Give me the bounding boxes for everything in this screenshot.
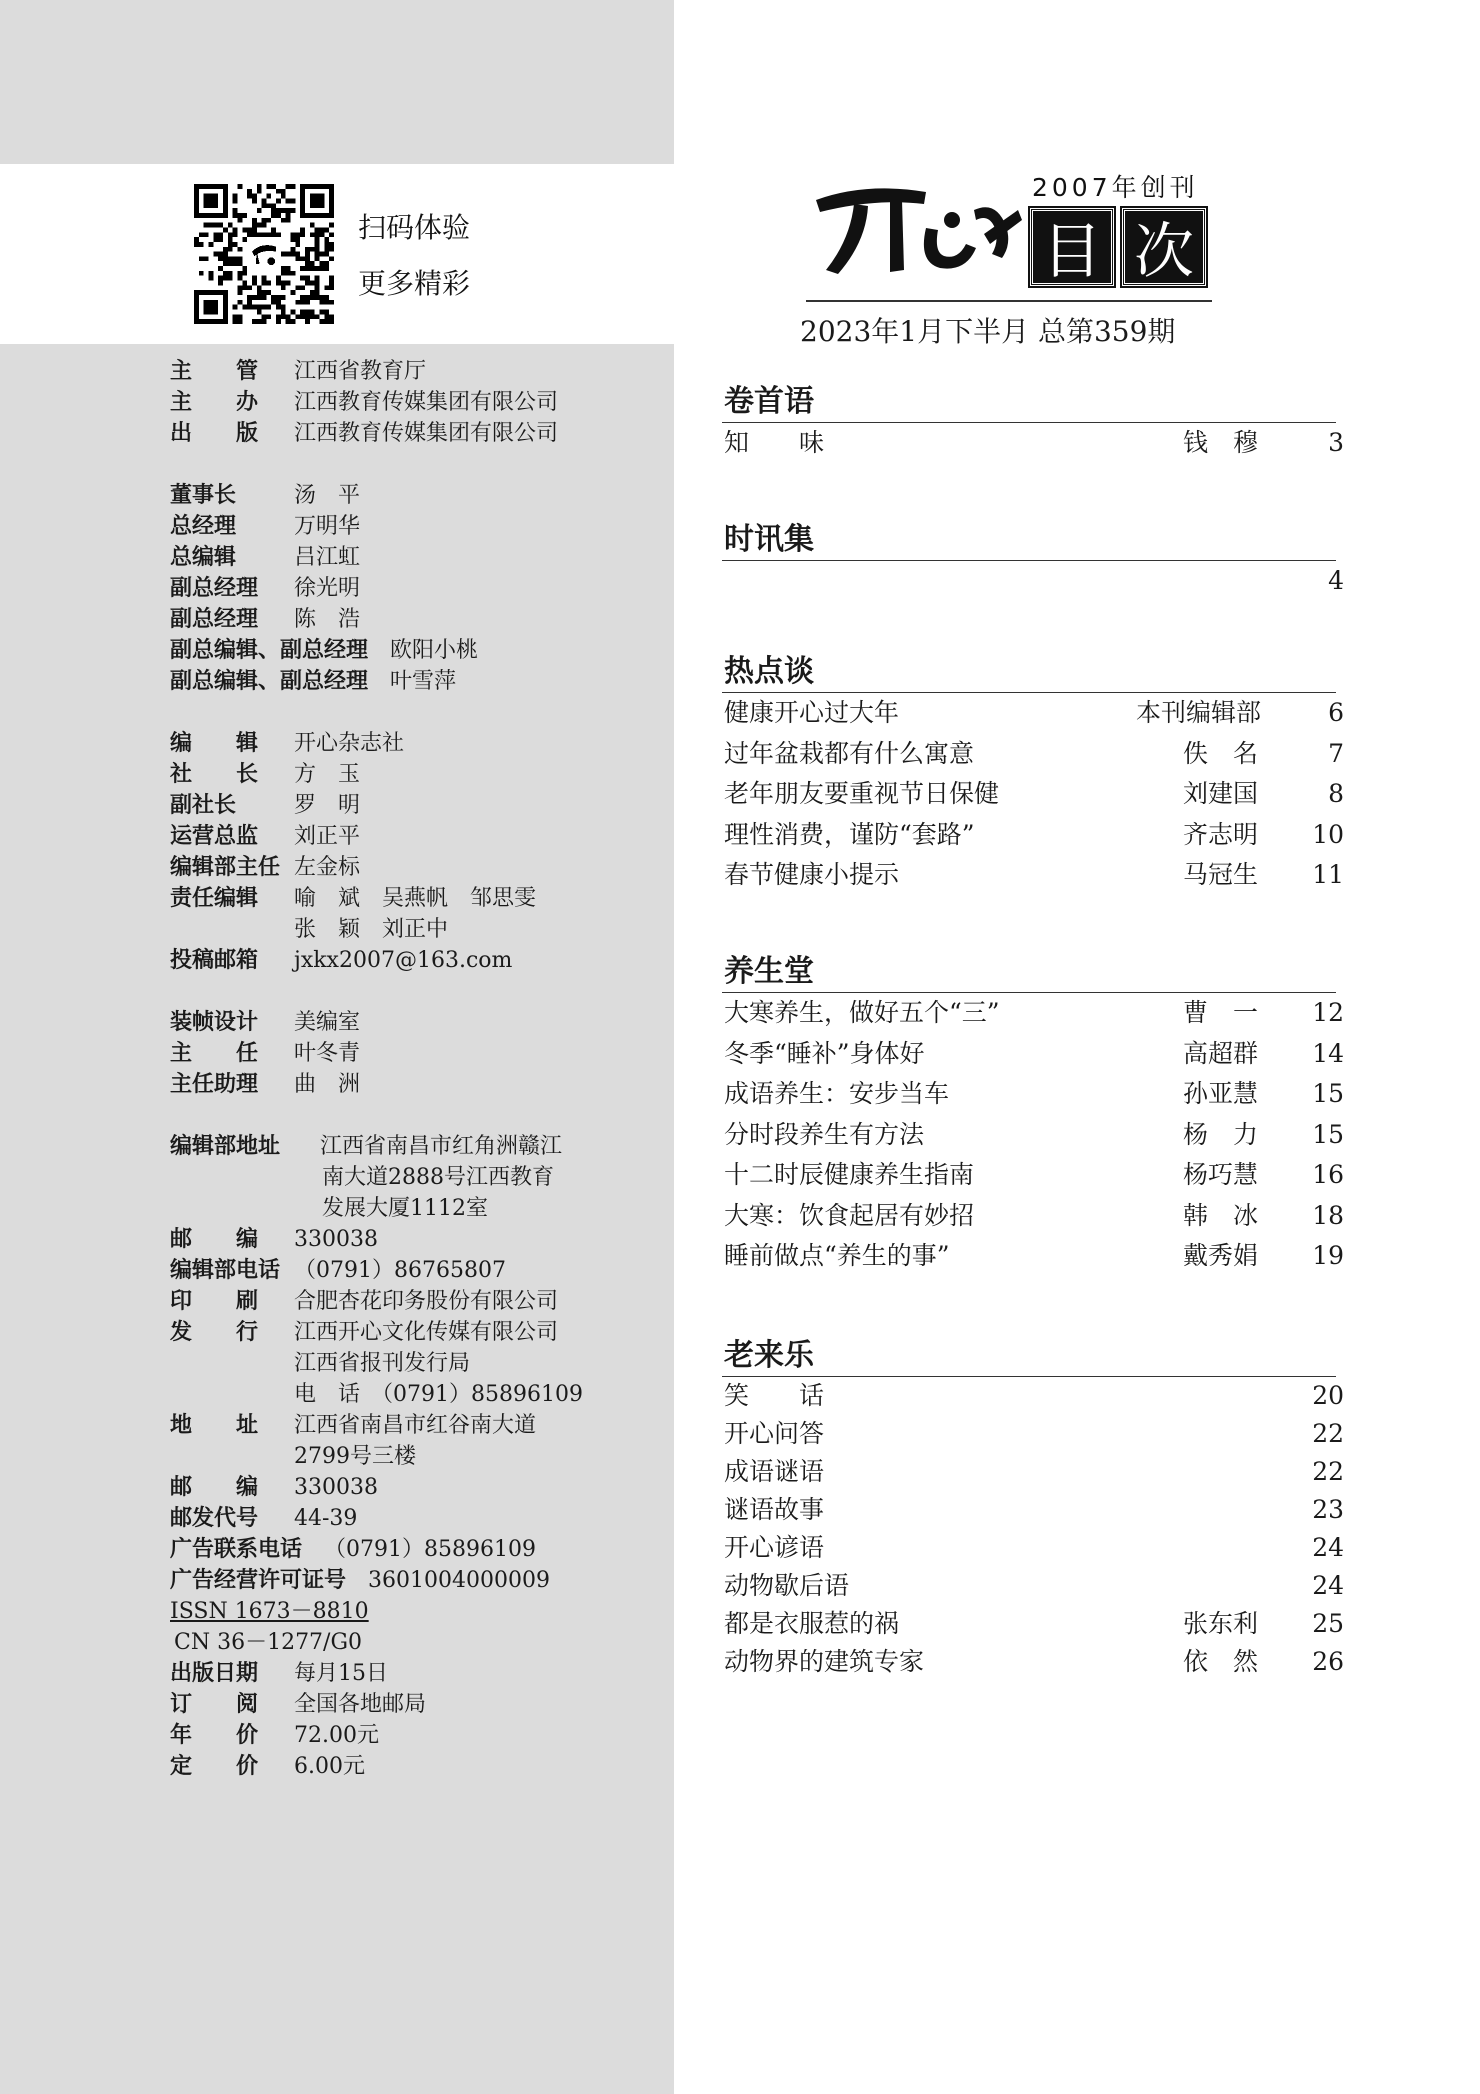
qr-band [0,164,674,344]
toc-entry-page: 22 [1312,1419,1344,1448]
imprint-label: 社 长 [170,762,259,787]
imprint-value: 吕江虹 [294,545,361,570]
imprint-row [170,1286,558,1317]
imprint-row [170,852,360,883]
imprint-value: 2799号三楼 [294,1444,416,1469]
toc-section-title: 卷首语 [722,382,1336,423]
imprint-row [170,387,558,418]
imprint-row [170,1720,379,1751]
toc-section-title: 老来乐 [722,1336,1336,1377]
toc-entry-title: 大寒：饮食起居有妙招 [724,1200,975,1230]
imprint-label: 装帧设计 [170,1010,259,1035]
imprint-label: 副总编辑、副总经理 [170,669,369,694]
toc-entry-page: 20 [1312,1381,1344,1410]
imprint-value: 曲 洲 [294,1072,361,1097]
toc-entry-author: 戴秀娟 [1182,1241,1258,1270]
toc-entry[interactable] [722,1643,1344,1681]
imprint-value: 张 颖 刘正中 [294,917,449,942]
imprint-row [170,635,478,666]
imprint-row [170,945,512,976]
imprint-value: 江西教育传媒集团有限公司 [294,421,559,446]
imprint-row [170,1689,426,1720]
imprint-value: 44-39 [294,1506,358,1531]
toc-entry-title: 开心问答 [724,1419,825,1448]
imprint-label: 发 行 [170,1320,259,1345]
toc-entry-title: 睡前做点“养生的事” [724,1241,950,1270]
imprint-label: 广告联系电话 [170,1537,303,1562]
imprint-value: （0791）85896109 [324,1537,536,1562]
left-top-panel [0,0,674,164]
imprint-value: 江西教育传媒集团有限公司 [294,390,559,415]
imprint-row [170,356,426,387]
imprint-row [170,1193,488,1224]
imprint-row [170,1131,562,1162]
imprint-row [170,542,360,573]
imprint-row [170,1317,558,1348]
imprint-row [170,1162,554,1193]
toc-entry[interactable] [722,1377,1344,1415]
toc-entry[interactable] [722,815,1344,856]
imprint-value: 叶雪萍 [390,669,457,694]
imprint-label: 年 价 [170,1723,259,1748]
imprint-value: 喻 斌 吴燕帆 邹思雯 [294,886,537,911]
toc-entry-page: 26 [1312,1647,1344,1676]
toc-entry[interactable] [722,1196,1344,1237]
imprint-value: 每月15日 [294,1661,388,1686]
imprint-value: 万明华 [294,514,361,539]
imprint-value: 全国各地邮局 [294,1692,427,1717]
toc-entry[interactable] [722,1491,1344,1529]
imprint-label: 邮 编 [170,1227,259,1252]
imprint-row [170,1379,583,1410]
imprint-value: 江西省南昌市红角洲赣江 [320,1134,563,1159]
imprint-label: 投稿邮箱 [170,948,259,973]
imprint-label: 副总经理 [170,607,259,632]
imprint-value: 欧阳小桃 [390,638,479,663]
imprint-label: 运营总监 [170,824,259,849]
imprint-value: 左金标 [294,855,361,880]
toc-entry[interactable] [722,1155,1344,1196]
toc-entry-title: 成语养生：安步当车 [724,1079,950,1108]
imprint-row [170,821,360,852]
toc-entry-page: 12 [1312,998,1344,1027]
imprint-label: 副社长 [170,793,237,818]
imprint-label: 地 址 [170,1413,259,1438]
imprint-row [170,1472,378,1503]
toc-entry[interactable] [722,1605,1344,1643]
toc-section [722,952,1344,1277]
imprint-value: 江西省南昌市红谷南大道 [294,1413,537,1438]
toc-entry-page: 15 [1312,1079,1344,1108]
imprint-label: 主 办 [170,390,259,415]
toc-entry-title: 成语谜语 [724,1457,825,1486]
toc-entry-page: 4 [1328,566,1344,595]
toc-entry-page: 10 [1312,819,1344,849]
imprint-row [170,728,404,759]
toc-entry-title: 都是衣服惹的祸 [724,1609,900,1638]
imprint-label: 订 阅 [170,1692,259,1717]
imprint-label: 出 版 [170,421,259,446]
imprint-value: 徐光明 [294,576,361,601]
imprint-row [170,1503,357,1534]
toc-entry-author: 高超群 [1182,1038,1258,1068]
imprint-label: 主 管 [170,359,259,384]
imprint-row [170,790,360,821]
imprint-row [170,418,558,449]
imprint-row [170,1565,550,1596]
toc-entry-author: 韩 冰 [1182,1200,1258,1230]
imprint-value: 叶冬青 [294,1041,361,1066]
imprint-value: 电 话 （0791）85896109 [294,1382,583,1407]
toc-entry-page: 7 [1328,738,1344,768]
imprint-value: 陈 浩 [294,607,361,632]
toc-entry-page: 24 [1312,1533,1344,1562]
toc-entry-title: 健康开心过大年 [724,698,900,727]
imprint-row [170,1658,388,1689]
imprint-value: 汤 平 [294,483,361,508]
imprint-row [170,1224,378,1255]
imprint-value: CN 36－1277/G0 [174,1630,363,1655]
imprint-value: 发展大厦1112室 [322,1196,488,1221]
imprint-label: 总编辑 [170,545,237,570]
toc-entry-author: 杨 力 [1182,1119,1258,1149]
toc-entry-author: 孙亚慧 [1182,1079,1258,1108]
toc-entry-page: 3 [1328,428,1344,457]
imprint-value: 刘正平 [294,824,361,849]
imprint-label: 编辑部地址 [170,1134,281,1159]
imprint-value: 3601004000009 [368,1568,550,1593]
toc-entry[interactable] [722,1567,1344,1605]
imprint-label: 邮发代号 [170,1506,259,1531]
toc-entry-author: 本刊编辑部 [1136,698,1262,727]
imprint-label: 广告经营许可证号 [170,1568,347,1593]
toc-entry-page: 8 [1328,779,1344,808]
imprint-row [170,759,360,790]
imprint-label: 编辑部主任 [170,855,281,880]
toc-entry[interactable] [722,993,1344,1034]
imprint-row [170,1069,360,1100]
toc-entry-author: 依 然 [1182,1647,1258,1676]
toc-entry-page: 16 [1312,1160,1344,1189]
imprint-row [170,1038,360,1069]
kaixin-logo [806,170,1026,284]
contents-title-char-2: 次 [1122,208,1206,286]
imprint-row [170,1627,362,1658]
toc-entry-title: 春节健康小提示 [724,860,900,889]
imprint-label: 编辑部电话 [170,1258,281,1283]
toc-entry-title: 开心谚语 [724,1533,825,1562]
imprint-row [170,883,536,914]
imprint-label: 责任编辑 [170,886,259,911]
imprint-row [170,666,456,697]
toc-entry-page: 18 [1312,1200,1344,1230]
toc-entry-title: 谜语故事 [724,1495,825,1524]
imprint-label: 董事长 [170,483,237,508]
imprint-value: 罗 明 [294,793,361,818]
imprint-value: 6.00元 [294,1754,365,1779]
contents-title-char-1: 目 [1030,208,1114,286]
imprint-row [170,1348,470,1379]
toc-entry[interactable] [722,1529,1344,1567]
imprint-label: 主 任 [170,1041,259,1066]
imprint-value: 方 玉 [294,762,361,787]
toc-entry[interactable] [722,561,1344,602]
toc-entry-title: 十二时辰健康养生指南 [724,1160,975,1189]
imprint-value: 开心杂志社 [294,731,405,756]
toc-entry-title: 大寒养生，做好五个“三” [724,998,1000,1027]
imprint-row [170,1596,369,1627]
imprint-value: （0791）86765807 [294,1258,506,1283]
toc-entry-title: 过年盆栽都有什么寓意 [724,738,975,768]
qr-code[interactable] [194,184,334,324]
toc-entry-page: 22 [1312,1457,1344,1486]
toc-entry-author: 曹 一 [1182,998,1258,1027]
toc-entry-page: 15 [1312,1119,1344,1149]
toc-entry-title: 笑 话 [724,1381,825,1410]
masthead-divider [806,300,1212,302]
imprint-row [170,604,360,635]
imprint-row [170,1255,506,1286]
toc-entry-page: 14 [1312,1038,1344,1068]
imprint-label: 定 价 [170,1754,259,1779]
toc-entry-title: 动物歇后语 [724,1571,850,1600]
imprint-value: 合肥杏花印务股份有限公司 [294,1289,559,1314]
qr-caption-line1: 扫码体验 [358,211,471,244]
qr-code-icon [194,184,334,324]
imprint-label: 总经理 [170,514,237,539]
toc-entry[interactable] [722,1453,1344,1491]
toc-entry-page: 6 [1328,698,1344,727]
toc-entry[interactable] [722,1236,1344,1277]
toc-entry-page: 11 [1312,860,1344,889]
founded-label: 2007年创刊 [1032,173,1199,202]
toc-entry-page: 24 [1312,1571,1344,1600]
imprint-row [170,914,448,945]
imprint-row [170,1007,360,1038]
toc-entry[interactable] [722,855,1344,896]
toc-section-title: 时讯集 [722,520,1336,561]
qr-caption-line2: 更多精彩 [358,267,471,300]
toc-section [722,652,1344,896]
toc-entry-author: 刘建国 [1182,779,1258,808]
toc-entry-author: 马冠生 [1182,860,1258,889]
toc-entry-title: 动物界的建筑专家 [724,1647,925,1676]
issue-line: 2023年1月下半月 总第359期 [800,315,1176,348]
imprint-label: 邮 编 [170,1475,259,1500]
toc-entry[interactable] [722,693,1344,734]
imprint-value: 南大道2888号江西教育 [322,1165,554,1190]
imprint-value: 美编室 [294,1010,361,1035]
imprint-label: 印 刷 [170,1289,259,1314]
imprint-label: 副总经理 [170,576,259,601]
imprint-value[interactable]: jxkx2007@163.com [294,948,513,973]
toc-section [722,1336,1344,1681]
toc-entry-author: 杨巧慧 [1182,1160,1258,1189]
toc-entry-author: 张东利 [1182,1609,1258,1638]
imprint-value: 72.00元 [294,1723,379,1748]
imprint-label: 主任助理 [170,1072,259,1097]
imprint-label: 编 辑 [170,731,259,756]
toc-entry-title: 知 味 [724,428,825,457]
imprint-row [170,1751,365,1782]
imprint-label: 副总编辑、副总经理 [170,638,369,663]
imprint-row [170,1410,536,1441]
toc-entry-page: 19 [1312,1241,1344,1270]
toc-section [722,382,1344,464]
toc-entry[interactable] [722,774,1344,815]
imprint-value: 江西省报刊发行局 [294,1351,471,1376]
toc-entry-title: 分时段养生有方法 [724,1119,925,1149]
toc-entry[interactable] [722,423,1344,464]
toc-entry-author: 钱 穆 [1182,428,1258,457]
toc-entry-page: 25 [1312,1609,1344,1638]
toc-entry-author: 佚 名 [1182,738,1258,768]
toc-entry[interactable] [722,734,1344,775]
toc-entry-page: 23 [1312,1495,1344,1524]
toc-entry-title: 老年朋友要重视节日保健 [724,779,1000,808]
toc-section [722,520,1344,602]
imprint-row [170,511,360,542]
imprint-row [170,573,360,604]
imprint-row [170,1534,536,1565]
imprint-row [170,1441,416,1472]
imprint-value: 江西省教育厅 [294,359,427,384]
toc-entry[interactable] [722,1034,1344,1075]
imprint-row [170,480,360,511]
toc-entry[interactable] [722,1415,1344,1453]
imprint-value: 江西开心文化传媒有限公司 [294,1320,559,1345]
contents-title [1030,208,1206,286]
toc-entry[interactable] [722,1074,1344,1115]
imprint-value: 330038 [294,1227,378,1252]
toc-section-title: 养生堂 [722,952,1336,993]
imprint-value: ISSN 1673－8810 [170,1599,369,1624]
imprint-value: 330038 [294,1475,378,1500]
toc-entry-title: 理性消费，谨防“套路” [724,819,975,849]
toc-section-title: 热点谈 [722,652,1336,693]
toc-entry-title: 冬季“睡补”身体好 [724,1038,925,1068]
toc-entry-author: 齐志明 [1182,819,1258,849]
imprint-label: 出版日期 [170,1661,259,1686]
toc-entry[interactable] [722,1115,1344,1156]
